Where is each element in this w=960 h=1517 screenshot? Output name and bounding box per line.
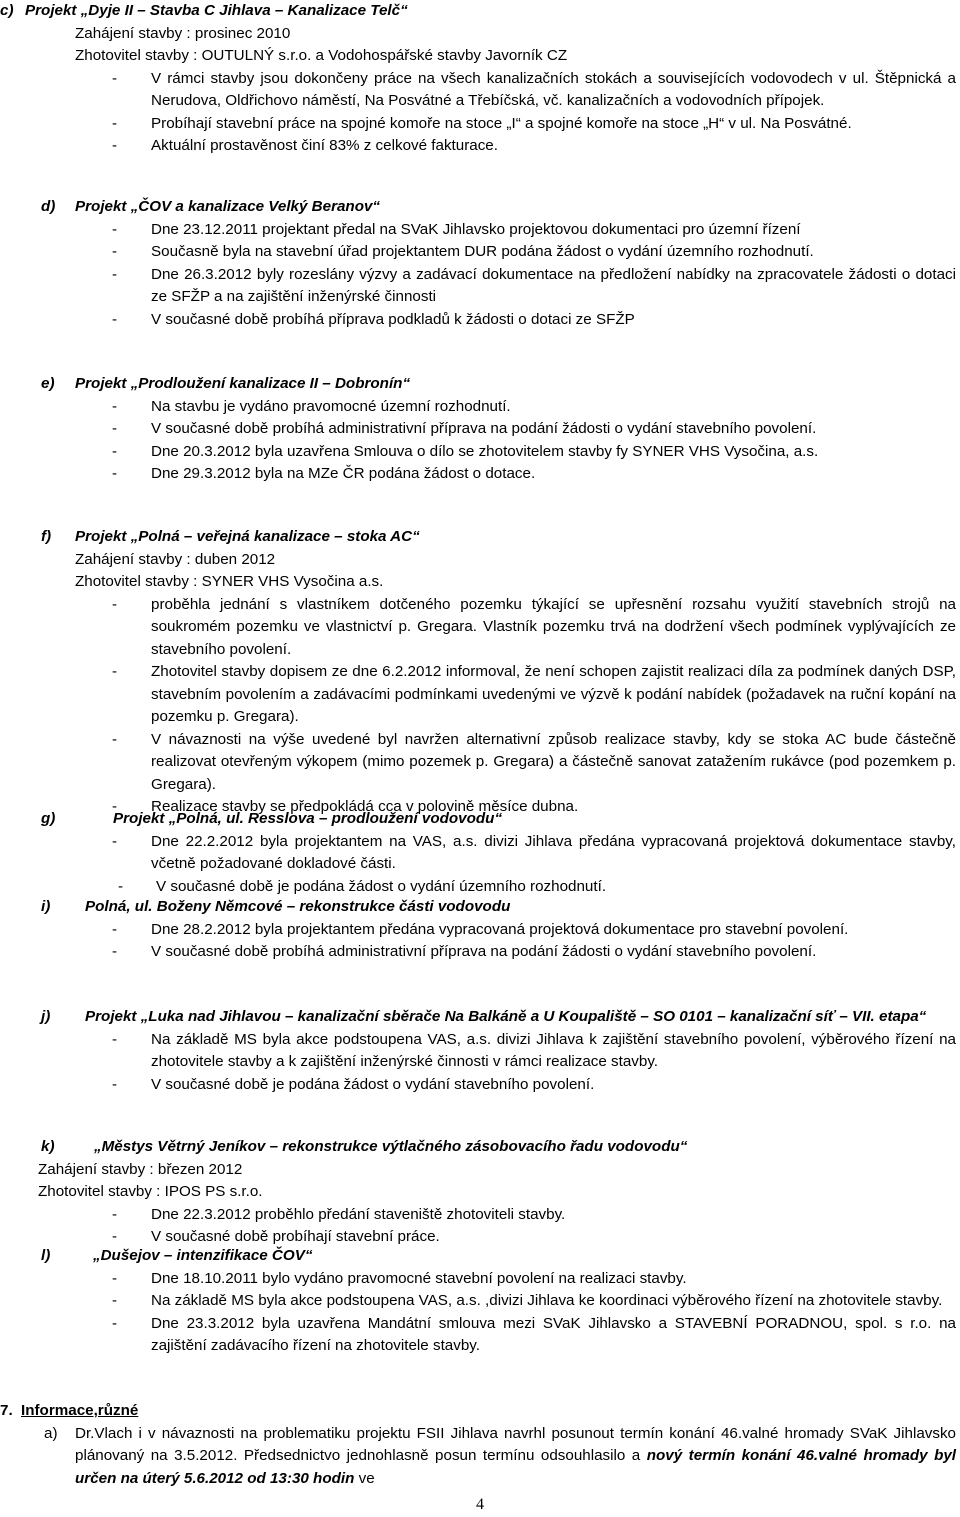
list-item-text: Dne 22.2.2012 byla projektantem na VAS, a.s. divizi Jihlava předána vypracovaná projektová dokumentace stavby, včetně požadované dokladové části.: [151, 832, 956, 872]
section-title: „Městys Větrný Jeníkov – rekonstrukce výtlačného zásobovacího řadu vodovodu“: [94, 1138, 688, 1155]
section-i: [0, 896, 960, 964]
section-label: f): [41, 528, 52, 545]
list-item: [0, 919, 960, 942]
list-item-text: Aktuální prostavěnost činí 83% z celkové fakturace.: [151, 137, 498, 154]
list-item: [0, 135, 960, 158]
bullet-dash: -: [112, 1030, 118, 1048]
item-text: Dr.Vlach i v návaznosti na problematiku projektu FSII Jihlava navrhl posunout termín konání 46.valné hromady SVaK Jihlavsko plánovaný na 3.5.2012. Předsednictvo jednohlasně posun termínu odsouhlasilo a: [75, 1424, 956, 1464]
list-item-text: V současné době probíhá administrativní příprava na podání žádosti o vydání stavebního povolení.: [151, 420, 817, 437]
start-date-line: Zahájení stavby : prosinec 2010: [75, 24, 291, 42]
list-item-text: Dne 26.3.2012 byly rozeslány výzvy a zadávací dokumentace na předložení nabídky na zpracovatele žádosti o dotaci ze SFŽP a na zajištění inženýrské činnosti: [151, 265, 956, 305]
section-title: Projekt „Luka nad Jihlavou – kanalizační sběrače Na Balkáně a U Koupaliště – SO 0101 – kanalizační síť – VII. etapa“: [85, 1008, 927, 1025]
section-label: d): [41, 198, 56, 215]
bullet-dash: -: [112, 943, 118, 960]
section-heading: [0, 808, 960, 831]
list-item-text: V současné době je podána žádost o vydání stavebního povolení.: [151, 1075, 595, 1093]
list-item: [0, 1074, 960, 1097]
list-item-text: Realizace stavby se předpokládá cca v polovině měsíce dubna.: [151, 798, 579, 815]
bullet-dash: -: [112, 310, 118, 328]
section-d: [0, 196, 960, 331]
list-item: [0, 941, 960, 964]
bullet-dash: -: [112, 465, 118, 482]
list-item-text: Dne 28.2.2012 byla projektantem předána vypracovaná projektová dokumentace pro stavební povolení.: [151, 920, 849, 938]
bullet-dash: -: [112, 798, 118, 815]
start-date-line: Zahájení stavby : duben 2012: [75, 550, 276, 568]
section-label: l): [41, 1247, 51, 1264]
list-item-text: Na základě MS byla akce podstoupena VAS, a.s. ,divizi Jihlava ke koordinaci výběrového řízení na zhotovitele stavby.: [151, 1292, 943, 1309]
list-item: [0, 729, 960, 797]
list-item: [0, 309, 960, 332]
bullet-dash: -: [112, 220, 118, 238]
section-j: [0, 1006, 960, 1096]
bullet-dash: -: [118, 877, 124, 895]
section-title: Projekt „ČOV a kanalizace Velký Beranov“: [75, 198, 381, 215]
list-item: [0, 661, 960, 729]
list-item-text: proběhla jednání s vlastníkem dotčeného pozemku týkající se upřesnění rozsahu využití stavebních strojů na soukromém pozemku ve vlastnictví p. Gregara. Vlastník pozemku trvá na dodržení všech podmínek vyplývajících ze stavebního povolení.: [151, 595, 956, 658]
list-item: [0, 219, 960, 242]
list-item: [0, 463, 960, 486]
section-heading: [0, 196, 960, 219]
section-k: [0, 1136, 960, 1249]
list-item-text: Dne 29.3.2012 byla na MZe ČR podána žádost o dotace.: [151, 465, 536, 482]
list-item-text: Probíhají stavební práce na spojné komoře na stoce „I“ a spojné komoře na stoce „H“ v ul. Na Posvátné.: [151, 114, 852, 132]
list-item-text: Dne 23.12.2011 projektant předal na SVaK Jihlavsko projektovou dokumentaci pro územní řízení: [151, 220, 801, 238]
list-item: [0, 1029, 960, 1074]
list-item-text: Dne 18.10.2011 bylo vydáno pravomocné stavební povolení na realizaci stavby.: [151, 1269, 687, 1287]
section-l: [0, 1245, 960, 1358]
bullet-dash: -: [112, 1292, 118, 1309]
list-item: [0, 1423, 960, 1491]
bullet-dash: -: [112, 442, 118, 460]
start-date-line: Zahájení stavby : březen 2012: [38, 1160, 243, 1178]
list-item: [0, 1290, 960, 1313]
section-label: g): [41, 810, 56, 827]
bullet-dash: -: [112, 69, 118, 87]
bullet-dash: -: [112, 1269, 118, 1287]
list-item-text: V rámci stavby jsou dokončeny práce na všech kanalizačních stokách a souvisejících vodovodech v ul. Štěpnická a Nerudova, Oldřichovo náměstí, Na Posvátné a Třebíčská, vč. kanalizačních a vodovodních přípojek.: [151, 69, 956, 109]
section-heading: [0, 1245, 960, 1268]
bullet-dash: -: [112, 595, 118, 613]
section-label: k): [41, 1138, 55, 1155]
section-label: i): [41, 898, 51, 915]
bullet-dash: -: [112, 663, 118, 680]
section-label: c): [0, 2, 14, 19]
list-item: [0, 1204, 960, 1227]
section-c: [0, 0, 960, 158]
list-item: [0, 68, 960, 113]
section-heading: [0, 1400, 960, 1423]
list-item-text: Zhotovitel stavby dopisem ze dne 6.2.2012 informoval, že není schopen zajistit realizaci díla za podmínek daných DSP, stavebním povolením a zadávacími podmínkami uvedenými ve výzvě k podání nabídek (požadavek na ruční kopání na pozemku p. Gregara).: [151, 663, 956, 725]
bullet-dash: -: [112, 1228, 118, 1245]
section-e: [0, 373, 960, 486]
list-item: [0, 113, 960, 136]
section-number: 7.: [0, 1402, 13, 1419]
section-heading: [0, 526, 960, 549]
section-f: [0, 526, 960, 819]
list-item: [0, 1313, 960, 1358]
section-heading: [0, 0, 960, 23]
bullet-dash: -: [112, 1075, 118, 1093]
list-item: [0, 441, 960, 464]
section-heading: [0, 373, 960, 396]
list-item: [0, 831, 960, 876]
section-title: Polná, ul. Boženy Němcové – rekonstrukce části vodovodu: [85, 898, 511, 915]
section-title: Projekt „Polná, ul. Resslova – prodloužení vodovodu“: [113, 810, 503, 827]
bullet-dash: -: [112, 832, 118, 850]
item-text-end: ve: [354, 1469, 375, 1487]
list-item: [0, 418, 960, 441]
list-item-text: Dne 20.3.2012 byla uzavřena Smlouva o dílo se zhotovitelem stavby fy SYNER VHS Vysočina, a.s.: [151, 442, 819, 460]
list-item-text: V současné době probíhají stavební práce.: [151, 1228, 440, 1245]
list-item-text: V současné době probíhá administrativní příprava na podání žádosti o vydání stavebního povolení.: [151, 943, 817, 960]
section-heading: [0, 1006, 960, 1029]
bullet-dash: -: [112, 730, 118, 748]
section-title: „Dušejov – intenzifikace ČOV“: [93, 1247, 313, 1264]
list-item-text: Současně byla na stavební úřad projektantem DUR podána žádost o vydání územního rozhodnutí.: [151, 243, 814, 260]
list-item-text: V návaznosti na výše uvedené byl navržen alternativní způsob realizace stavby, kdy se stoka AC bude částečně realizovat otevřeným výkopem (mimo pozemek p. Gregara) a částečně sanovat zatažením rukávce (pod pozemkem p. Gregara).: [151, 730, 956, 793]
section-title: Projekt „Polná – veřejná kanalizace – stoka AC“: [75, 528, 420, 545]
item-text-emphasis: nový termín konání 46.valné hromady byl určen na úterý 5.6.2012 od 13:30 hodin: [75, 1447, 957, 1487]
list-item-text: Dne 23.3.2012 byla uzavřena Mandátní smlouva mezi SVaK Jihlavsko a STAVEBNÍ PORADNOU, spol. s r.o. na zajištění zadávacího řízení na zhotovitele stavby.: [151, 1314, 956, 1354]
bullet-dash: -: [112, 420, 118, 437]
list-item: [0, 1268, 960, 1291]
section-title: Projekt „Prodloužení kanalizace II – Dobronín“: [75, 375, 411, 392]
contractor-line: Zhotovitel stavby : IPOS PS s.r.o.: [38, 1183, 263, 1200]
contractor-line: Zhotovitel stavby : OUTULNÝ s.r.o. a Vodohospářské stavby Javorník CZ: [75, 47, 568, 64]
section-7: [0, 1400, 960, 1490]
bullet-dash: -: [112, 920, 118, 938]
bullet-dash: -: [112, 265, 118, 283]
bullet-dash: -: [112, 397, 118, 415]
section-heading: [0, 1136, 960, 1159]
list-item-text: Na základě MS byla akce podstoupena VAS, a.s. divizi Jihlava k zajištění stavebního povolení, výběrového řízení na zhotovitele stavby a k zajištění inženýrské činnosti v rámci realizace stavby.: [151, 1030, 956, 1070]
list-item-text: V současné době probíhá příprava podkladů k žádosti o dotaci ze SFŽP: [151, 310, 635, 328]
list-item-text: V současné době je podána žádost o vydání územního rozhodnutí.: [156, 877, 607, 895]
section-heading: [0, 896, 960, 919]
list-item: [0, 396, 960, 419]
section-label: e): [41, 375, 55, 392]
list-item: [0, 876, 960, 899]
section-g: [0, 808, 960, 898]
bullet-dash: -: [112, 1314, 118, 1332]
section-label: j): [41, 1008, 51, 1025]
section-title: Projekt „Dyje II – Stavba C Jihlava – Kanalizace Telč“: [25, 2, 408, 19]
bullet-dash: -: [112, 243, 118, 260]
contractor-line: Zhotovitel stavby : SYNER VHS Vysočina a.s.: [75, 573, 384, 590]
list-item-text: Dne 22.3.2012 proběhlo předání staveniště zhotoviteli stavby.: [151, 1205, 566, 1223]
bullet-dash: -: [112, 114, 118, 132]
list-item: [0, 594, 960, 662]
bullet-dash: -: [112, 1205, 118, 1223]
list-item: [0, 241, 960, 264]
list-item: [0, 264, 960, 309]
bullet-dash: -: [112, 137, 118, 154]
page-number: 4: [476, 1496, 484, 1513]
section-title: Informace,různé: [21, 1402, 139, 1419]
list-item-text: Na stavbu je vydáno pravomocné územní rozhodnutí.: [151, 397, 511, 415]
item-label: a): [44, 1424, 58, 1442]
